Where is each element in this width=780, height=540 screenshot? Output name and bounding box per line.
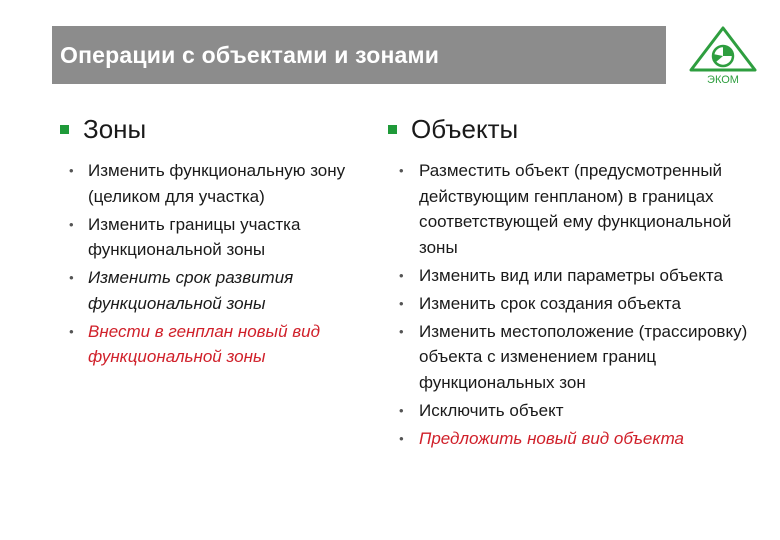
zones-heading	[60, 112, 390, 146]
objects-column	[388, 112, 748, 454]
logo-text: ЭКОМ	[707, 74, 739, 86]
list-item-text: Разместить объект (предусмотренный действующим генпланом) в границах соответствующей ему функциональной зоны	[419, 161, 732, 257]
list-item	[388, 263, 748, 289]
list-item	[388, 158, 748, 260]
title-bar	[52, 26, 666, 84]
list-item-text: Предложить новый вид объекта	[419, 428, 685, 448]
list-item	[388, 426, 748, 452]
list-item-text: Исключить объект	[419, 400, 564, 420]
bullet-icon: •	[399, 163, 404, 178]
bullet-icon: •	[399, 323, 404, 339]
list-item	[388, 319, 748, 396]
list-item	[60, 265, 390, 316]
page-title: Операции с объектами и зонами	[60, 41, 440, 68]
objects-list	[388, 158, 748, 451]
list-item	[60, 319, 390, 370]
bullet-icon: •	[399, 430, 404, 446]
bullet-icon: •	[399, 295, 404, 311]
zones-list	[60, 158, 390, 370]
list-item	[60, 212, 390, 263]
ekom-logo	[683, 26, 763, 86]
objects-heading	[388, 112, 748, 146]
bullet-icon: •	[69, 216, 74, 232]
list-item-text: Изменить вид или параметры объекта	[419, 265, 723, 285]
list-item-text: Изменить границы участка функциональной зоны	[88, 214, 301, 260]
bullet-icon: •	[69, 323, 74, 339]
zones-heading-text: Зоны	[83, 113, 147, 144]
list-item-text: Изменить местоположение (трассировку) объекта с изменением границ функциональных зон	[419, 321, 748, 392]
bullet-icon: •	[399, 402, 404, 418]
list-item-text: Изменить функциональную зону (целиком для участка)	[88, 161, 346, 206]
zones-column	[60, 112, 390, 372]
list-item	[388, 398, 748, 424]
list-item-text: Изменить срок развития функциональной зоны	[88, 268, 294, 313]
list-item-text: Изменить срок создания объекта	[419, 293, 681, 313]
list-item	[388, 291, 748, 317]
bullet-icon: •	[69, 270, 74, 286]
green-square-bullet-icon	[60, 125, 69, 134]
list-item-text: Внести в генплан новый вид функциональной зоны	[88, 321, 320, 367]
bullet-icon: •	[69, 163, 74, 178]
list-item	[60, 158, 390, 209]
objects-heading-text: Объекты	[411, 113, 519, 144]
bullet-icon: •	[399, 267, 404, 283]
green-square-bullet-icon	[388, 125, 397, 134]
